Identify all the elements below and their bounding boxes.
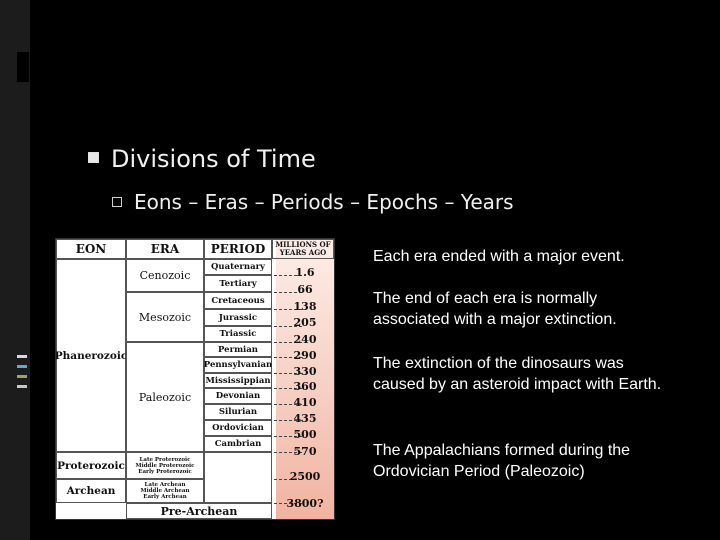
bullet-sub xyxy=(112,190,514,214)
geologic-time-table xyxy=(55,238,335,520)
period-ordovician: Ordovician xyxy=(204,420,272,436)
strip-tick xyxy=(17,355,27,358)
header-era: ERA xyxy=(126,239,204,259)
era-mesozoic: Mesozoic xyxy=(126,292,204,342)
era-paleozoic: Paleozoic xyxy=(126,342,204,452)
period-silurian: Silurian xyxy=(204,404,272,420)
header-eon: EON xyxy=(56,239,126,259)
period-cretaceous: Cretaceous xyxy=(204,292,272,309)
era-pre-archean: Pre-Archean xyxy=(126,503,272,519)
archean-subdivisions xyxy=(126,479,204,503)
eon-archean: Archean xyxy=(56,479,126,503)
year-value: 435 xyxy=(293,412,317,425)
period-tertiary: Tertiary xyxy=(204,275,272,292)
year-value: 570 xyxy=(293,445,317,458)
year-value: 205 xyxy=(293,316,317,329)
period-blank-precambrian xyxy=(204,452,272,503)
era-cenozoic: Cenozoic xyxy=(126,259,204,292)
note-4: The Appalachians formed during the Ordovician Period (Paleozoic) xyxy=(373,442,631,480)
year-value: 138 xyxy=(293,300,317,313)
header-years: MILLIONS OF YEARS AGO xyxy=(272,239,334,259)
strip-tick xyxy=(17,365,27,368)
period-permian: Permian xyxy=(204,342,272,357)
period-jurassic: Jurassic xyxy=(204,309,272,326)
period-cambrian: Cambrian xyxy=(204,436,272,452)
note-3: The extinction of the dinosaurs was caused by an asteroid impact with Earth. xyxy=(373,355,662,393)
sub-middle-archean: Middle Archean xyxy=(140,488,190,494)
bullet-main-text: Divisions of Time xyxy=(111,145,316,173)
strip-marker xyxy=(17,52,29,82)
sub-late-proterozoic: Late Proterozoic xyxy=(139,456,191,463)
bullet-square-icon xyxy=(88,152,99,163)
eon-phanerozoic: Phanerozoic xyxy=(56,259,126,452)
year-value: 330 xyxy=(293,365,317,378)
sub-early-archean: Early Archean xyxy=(143,494,187,500)
strip-tick xyxy=(17,385,27,388)
period-mississippian: Mississippian xyxy=(204,373,272,388)
strip-tick xyxy=(17,375,27,378)
year-value: 2500 xyxy=(289,470,321,483)
bullet-hollow-square-icon xyxy=(112,197,122,207)
year-value: 1.6 xyxy=(295,266,315,279)
bullet-sub-text: Eons – Eras – Periods – Epochs – Years xyxy=(134,190,514,214)
proterozoic-subdivisions xyxy=(126,452,204,479)
sub-late-archean: Late Archean xyxy=(144,482,186,488)
bullet-main xyxy=(88,145,316,173)
sub-middle-proterozoic: Middle Proterozoic xyxy=(135,462,195,469)
year-value: 360 xyxy=(293,380,317,393)
slide-left-strip xyxy=(0,0,30,540)
sub-early-proterozoic: Early Proterozoic xyxy=(138,468,192,475)
period-quaternary: Quaternary xyxy=(204,259,272,275)
period-triassic: Triassic xyxy=(204,326,272,342)
year-value: 500 xyxy=(293,428,317,441)
period-devonian: Devonian xyxy=(204,388,272,404)
year-value: 66 xyxy=(297,283,313,296)
year-value: 410 xyxy=(293,396,317,409)
year-value: 3800? xyxy=(286,497,324,510)
header-period: PERIOD xyxy=(204,239,272,259)
year-value: 240 xyxy=(293,333,317,346)
year-value: 290 xyxy=(293,349,317,362)
eon-proterozoic: Proterozoic xyxy=(56,452,126,479)
period-pennsylvanian: Pennsylvanian xyxy=(204,357,272,373)
note-2: The end of each era is normally associated with a major extinction. xyxy=(373,290,617,328)
note-1: Each era ended with a major event. xyxy=(373,248,625,265)
